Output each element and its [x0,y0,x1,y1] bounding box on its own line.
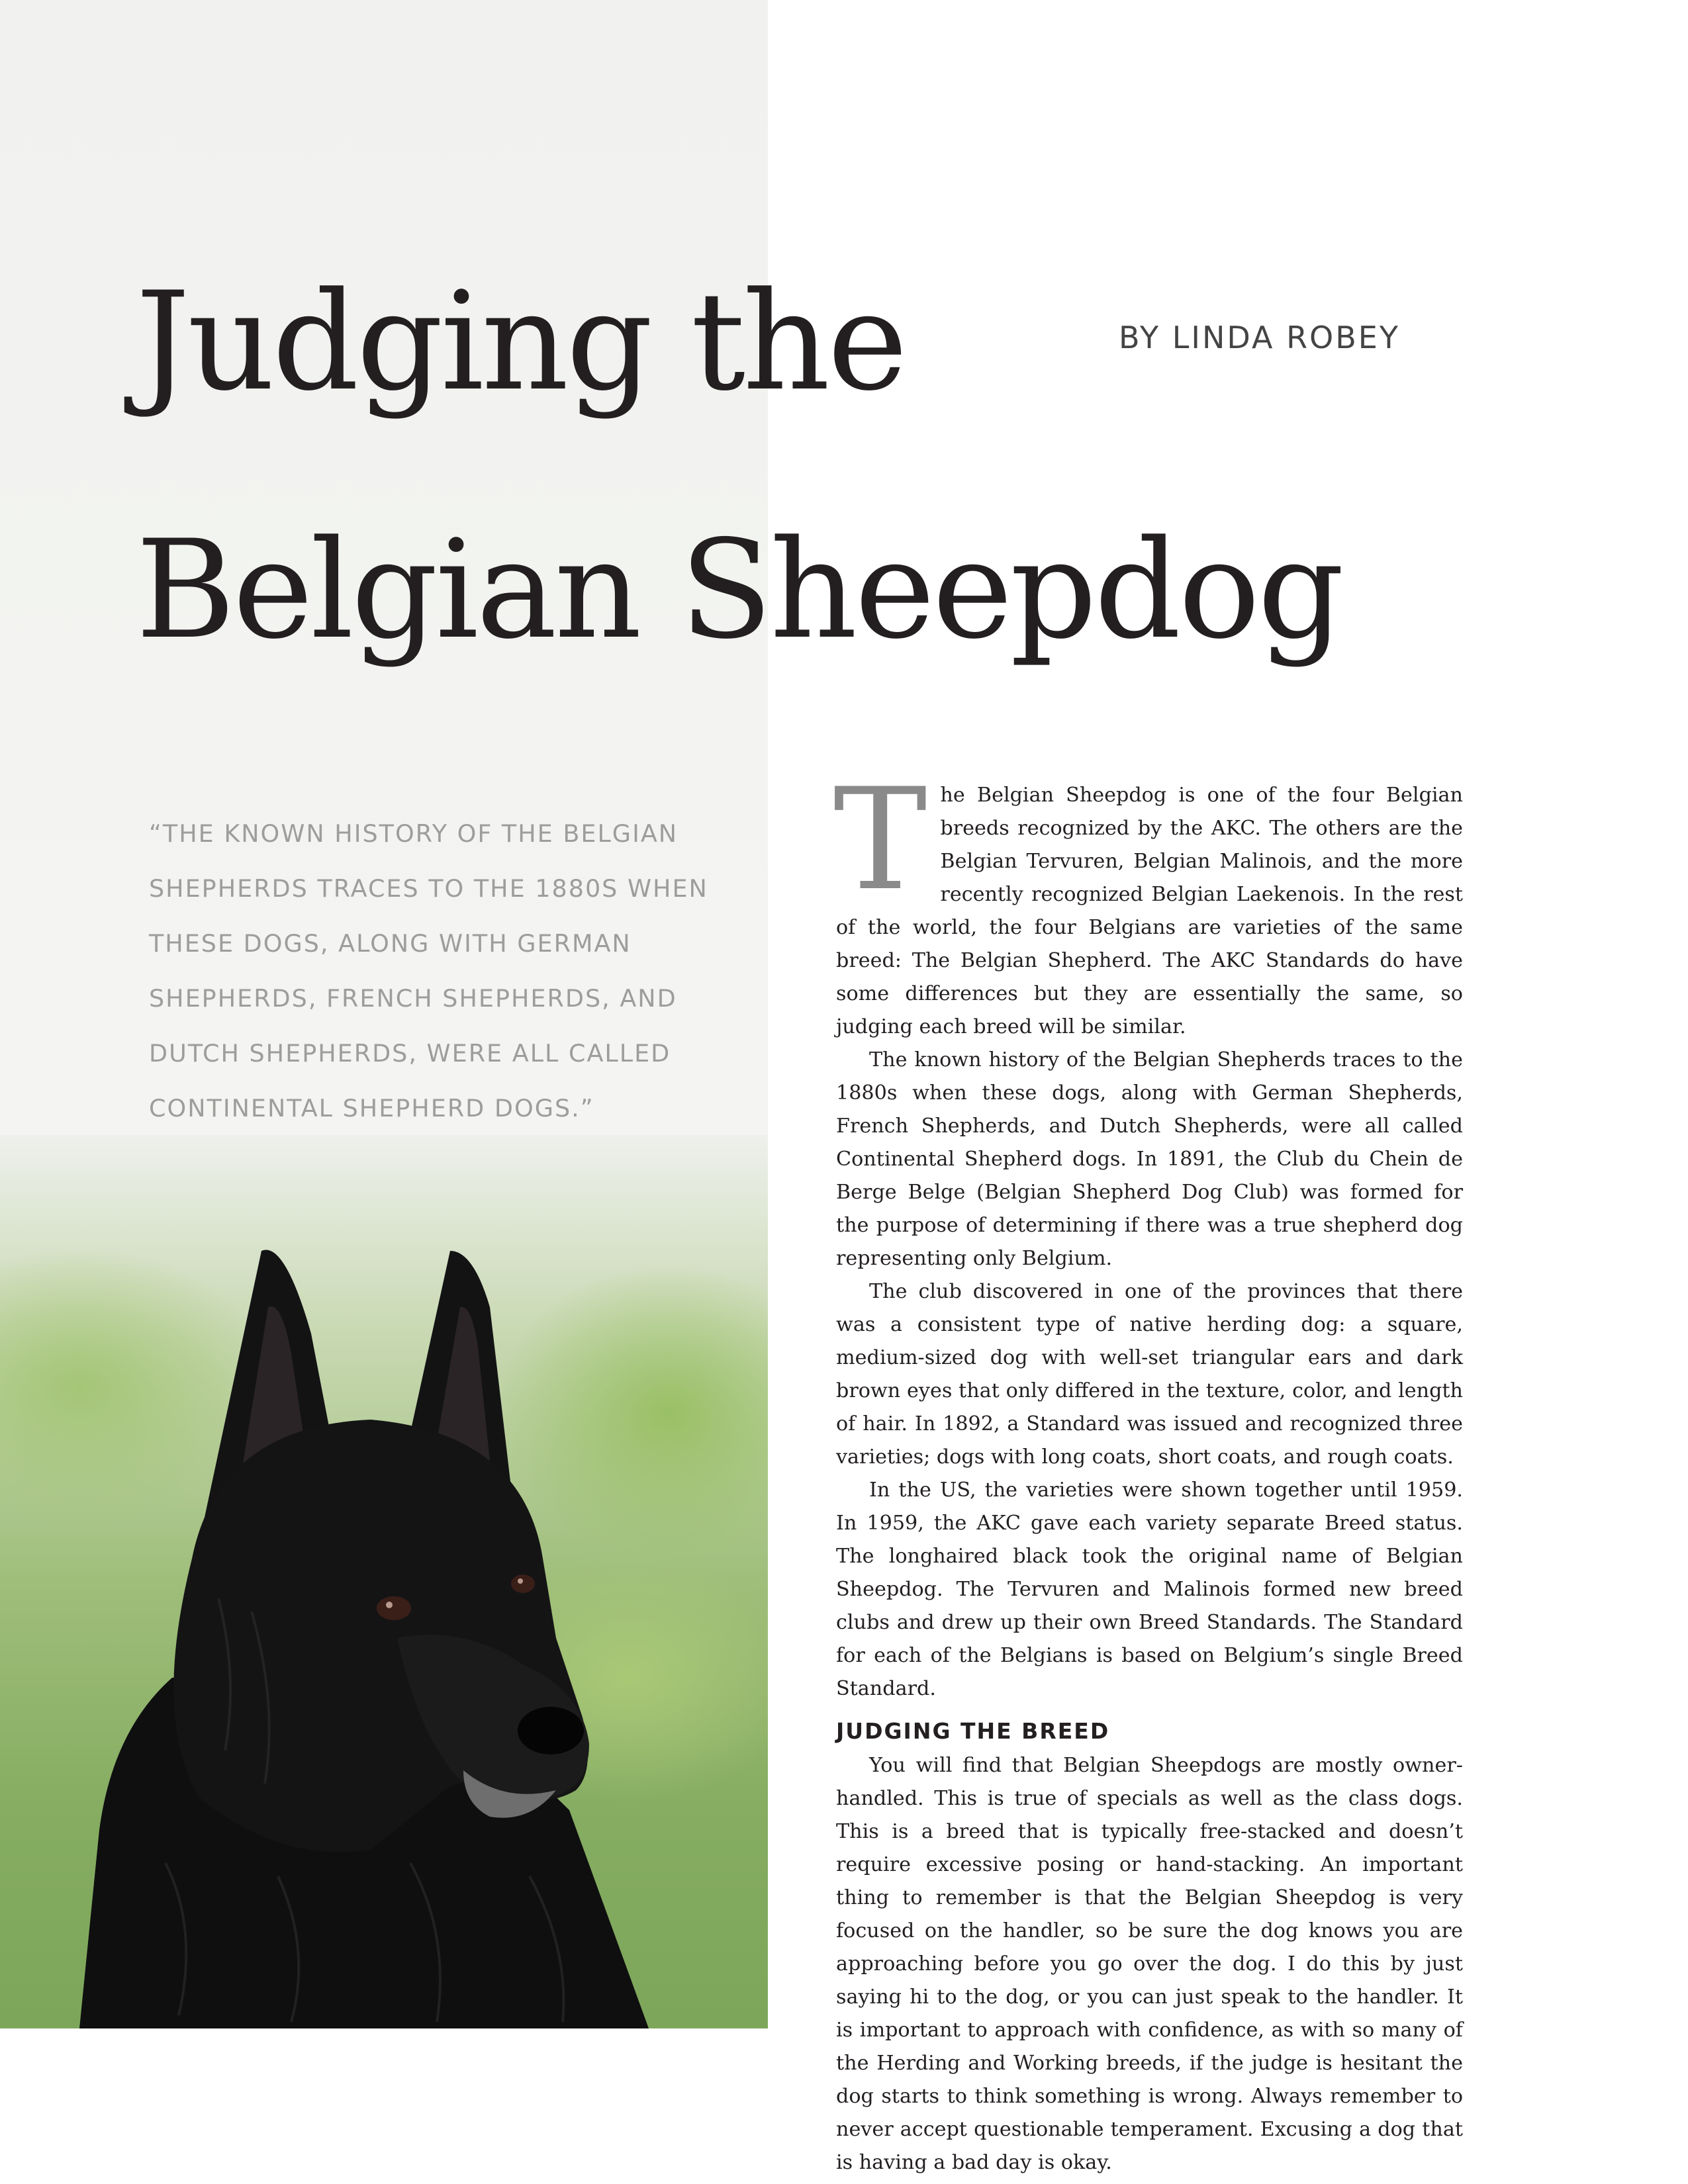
title-line-2: Belgian Sheepdog [136,512,1342,669]
article-body [833,758,1463,2179]
paragraph-1-text: he Belgian Sheepdog is one of the four Belgian breeds recognized by the AKC. The others are the Belgian Tervuren, Belgian Malinois, and the more recently recognized Belgian Laekenois. In the rest of the world, the four Belgians are varieties of the same breed: The Belgian Shepherd. The AKC Standards do have some differences but they are essentially the same, so judging each breed will be similar. [836,784,1463,1038]
belgian-sheepdog-photo [0,1135,768,2028]
paragraph-5: You will find that Belgian Sheepdogs are mostly owner-handled. This is true of specials as well as the class dogs. This is a breed that is typically free-stacked and doesn’t require excessive posing or hand-stacking. An important thing to remember is that the Belgian Sheepdog is very focused on the handler, so be sure the dog knows you are approaching before you go over the dog. I do this by just saying hi to the dog, or you can just speak to the handler. It is important to approach with confidence, as with so many of the Herding and Working breeds, if the judge is hesitant the dog starts to think something is wrong. Always remember to never accept questionable temperament. Excusing a dog that is having a bad day is okay. [836,1754,1463,2174]
paragraph-1 [833,758,1463,1044]
paragraph-4: In the US, the varieties were shown together until 1959. In 1959, the AKC gave each variety separate Breed status. The longhaired black took the original name of Belgian Sheepdog. The Tervuren and Malinois formed new breed clubs and drew up their own Breed Standards. The Standard for each of the Belgians is based on Belgium’s single Breed Standard. [836,1479,1463,1700]
pull-quote: “THE KNOWN HISTORY OF THE BELGIAN SHEPHERDS TRACES TO THE 1880S WHEN THESE DOGS, ALONG WITH GERMAN SHEPHERDS, FRENCH SHEPHERDS, AND DUTCH SHEPHERDS, WERE ALL CALLED CONTINENTAL SHEPHERD DOGS.” [149,819,708,1122]
dog-illustration [0,1135,768,2028]
paragraph-3: The club discovered in one of the provinces that there was a consistent type of native herding dog: a square, medium-sized dog with well-set triangular ears and dark brown eyes that only differed in the texture, color, and length of hair. In 1892, a Standard was issued and recognized three varieties; dogs with long coats, short coats, and rough coats. [836,1280,1463,1469]
page-title [136,218,1526,715]
paragraph-2: The known history of the Belgian Shepherds traces to the 1880s when these dogs, along with German Shepherds, French Shepherds, and Dutch Shepherds, were all called Continental Shepherd dogs. In 1891, the Club du Chein de Berge Belge (Belgian Shepherd Dog Club) was formed for the purpose of determining if there was a true shepherd dog representing only Belgium. [836,1048,1463,1270]
drop-cap: T [833,758,927,921]
author-byline: BY LINDA ROBEY [1119,320,1400,355]
title-line-1: Judging the [136,263,906,421]
section-heading: JUDGING THE BREED [836,1718,1110,1744]
